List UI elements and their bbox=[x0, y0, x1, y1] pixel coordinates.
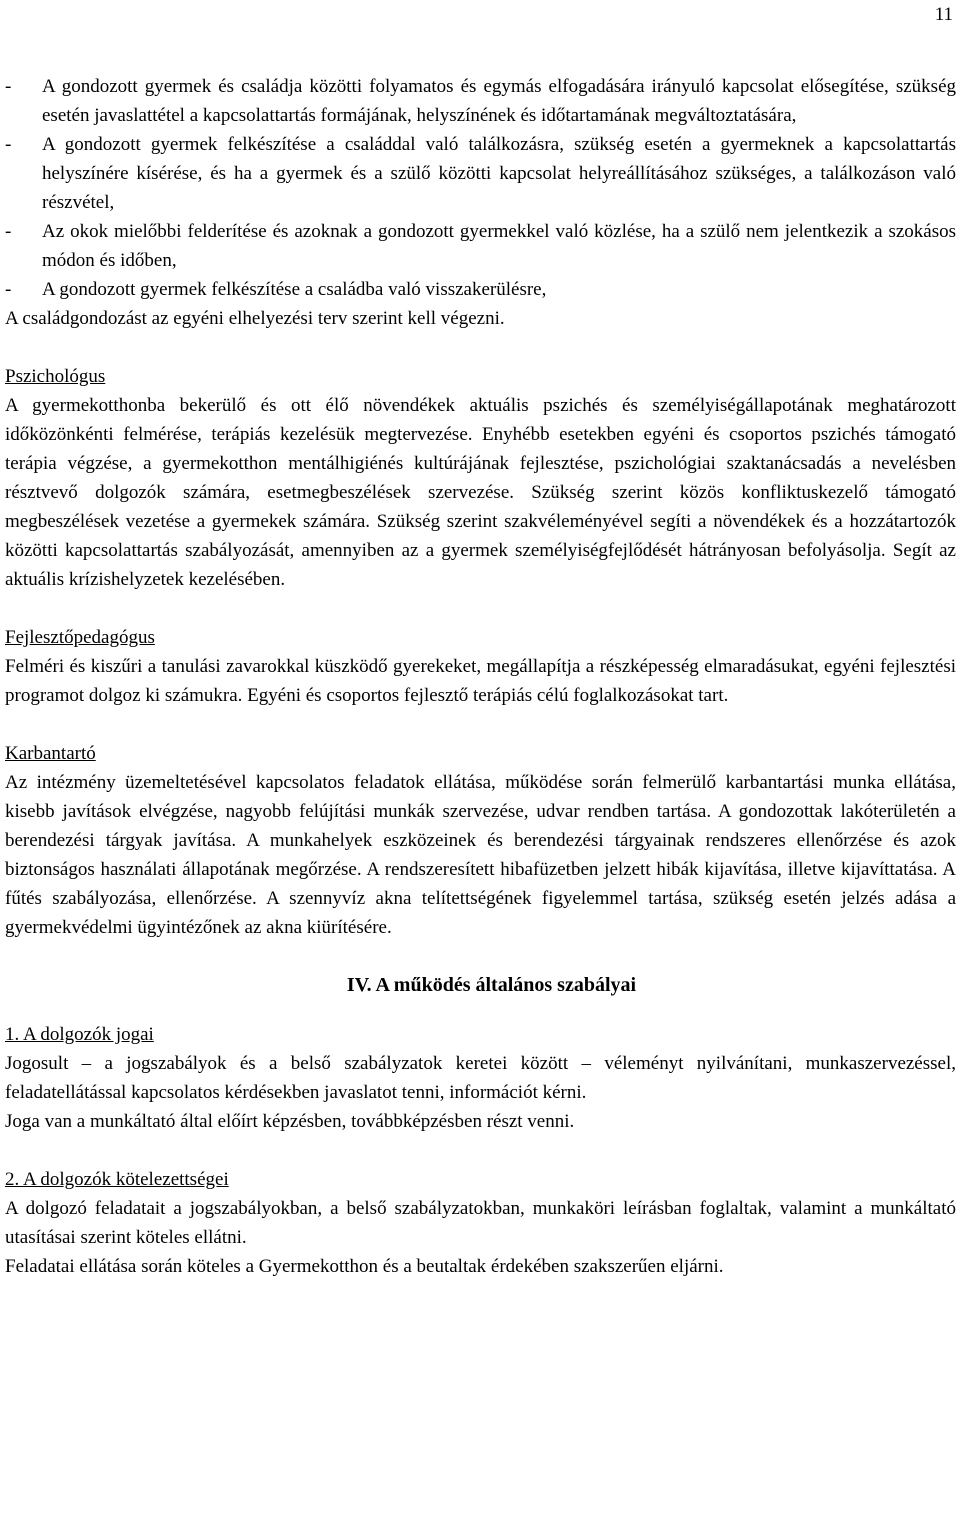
bullet-dash: - bbox=[5, 134, 12, 155]
subsection-heading-dolgozok-kotelezettsegei: 2. A dolgozók kötelezettségei bbox=[5, 1169, 229, 1190]
document-body bbox=[5, 72, 956, 1281]
list-item-text: A gondozott gyermek felkészítése a családdal való találkozásra, szükség esetén a gyermeknek a kapcsolattartás helyszínére kísérése, és ha a gyermek és a szülő közötti kapcsolat helyreállításához szükséges, a találkozáson való részvétel, bbox=[42, 134, 956, 213]
list-item-text: A gondozott gyermek és családja közötti folyamatos és egymás elfogadására irányuló kapcsolat elősegítése, szükség esetén javaslattétel a kapcsolattartás formájának, helyszínének és időtartamának megváltoztatására, bbox=[42, 76, 956, 126]
bullet-dash: - bbox=[5, 76, 12, 97]
list-item bbox=[5, 72, 956, 130]
list-item-text: A gondozott gyermek felkészítése a családba való visszakerülésre, bbox=[42, 279, 547, 300]
subsection-heading-dolgozok-jogai: 1. A dolgozók jogai bbox=[5, 1024, 154, 1045]
intro-closing-paragraph: A családgondozást az egyéni elhelyezési terv szerint kell végezni. bbox=[5, 308, 505, 329]
list-item bbox=[5, 217, 956, 275]
list-item-text: Az okok mielőbbi felderítése és azoknak a gondozott gyermekkel való közlése, ha a szülő nem jelentkezik a szokásos módon és időben, bbox=[42, 221, 956, 271]
paragraph: Feladatai ellátása során köteles a Gyermekotthon és a beutaltak érdekében szakszerűen eljárni. bbox=[5, 1256, 724, 1277]
paragraph: Joga van a munkáltató által előírt képzésben, továbbképzésben részt venni. bbox=[5, 1111, 575, 1132]
list-item bbox=[5, 130, 956, 217]
section-body-pszichologus: A gyermekotthonba bekerülő és ott élő növendékek aktuális pszichés és személyiségállapotának meghatározott időközönkénti felmérése, terápiás kezelésük megtervezése. Enyhébb esetekben egyéni és csoportos pszichés támogató terápia végzése, a gyermekotthon mentálhigiénés kultúrájának fejlesztése, pszichológiai szaktanácsadás a nevelésben résztvevő dolgozók számára, esetmegbeszélések szervezése. Szükség szerint közös konfliktuskezelő támogató megbeszélések vezetése a gyermekek számára. Szükség szerint szakvéleményével segíti a növendékek és a hozzátartozók közötti kapcsolattartás szabályozását, amennyiben az a gyermek személyiségfejlődését hátrányosan befolyásolja. Segít az aktuális krízishelyzetek kezelésében. bbox=[5, 395, 956, 590]
list-item bbox=[5, 275, 956, 304]
section-body-karbantarto: Az intézmény üzemeltetésével kapcsolatos feladatok ellátása, működése során felmerülő karbantartási munka ellátása, kisebb javítások elvégzése, nagyobb felújítási munkák szervezése, udvar rendben tartása. A gondozottak lakóterületén a berendezési tárgyak javítása. A munkahelyek eszközeinek és berendezési tárgyainak rendszeres ellenőrzése és azok biztonságos használati állapotának megőrzése. A rendszeresített hibafüzetben jelzett hibák kijavítása, illetve kijavíttatása. A fűtés szabályozása, ellenőrzése. A szennyvíz akna telítettségének figyelemmel tartása, szükség esetén jelzés adása a gyermekvédelmi ügyintézőnek az akna kiürítésére. bbox=[5, 772, 956, 938]
section-body-fejlesztopedagogus: Felméri és kiszűri a tanulási zavarokkal küszködő gyerekeket, megállapítja a részképesség elmaradásukat, egyéni fejlesztési programot dolgoz ki számukra. Egyéni és csoportos fejlesztő terápiás célú foglalkozásokat tart. bbox=[5, 656, 956, 706]
bullet-dash: - bbox=[5, 279, 12, 300]
page-number: 11 bbox=[934, 4, 953, 25]
intro-bullet-list bbox=[5, 72, 956, 304]
paragraph: Jogosult – a jogszabályok és a belső szabályzatok keretei között – véleményt nyilvánítani, munkaszervezéssel, feladatellátással kapcsolatos kérdésekben javaslatot tenni, információt kérni. bbox=[5, 1053, 956, 1103]
section-heading-fejlesztopedagogus: Fejlesztőpedagógus bbox=[5, 627, 155, 648]
bullet-dash: - bbox=[5, 221, 12, 242]
section-heading-pszichologus: Pszichológus bbox=[5, 366, 106, 387]
chapter-title: IV. A működés általános szabályai bbox=[346, 974, 637, 996]
section-heading-karbantarto: Karbantartó bbox=[5, 743, 96, 764]
paragraph: A dolgozó feladatait a jogszabályokban, a belső szabályzatokban, munkaköri leírásban foglaltak, valamint a munkáltató utasításai szerint köteles ellátni. bbox=[5, 1198, 956, 1248]
